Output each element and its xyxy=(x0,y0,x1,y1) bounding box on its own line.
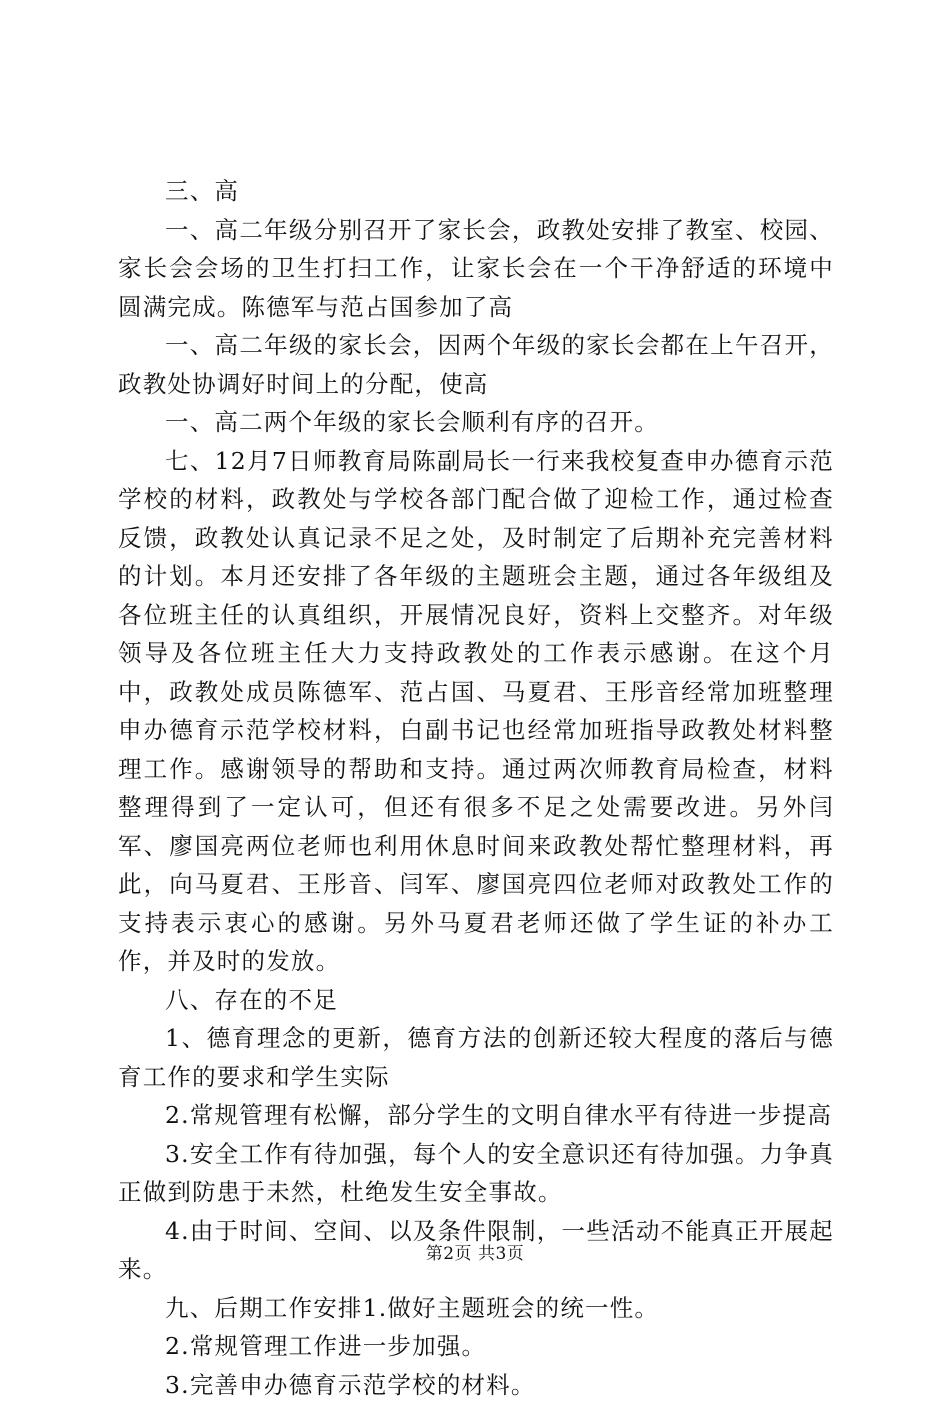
paragraph: 1、德育理念的更新，德育方法的创新还较大程度的落后与德育工作的要求和学生实际 xyxy=(118,1019,834,1096)
paragraph: 3.安全工作有待加强，每个人的安全意识还有待加强。力争真正做到防患于未然，杜绝发生安全事故。 xyxy=(118,1135,834,1212)
page-number-footer: 第2页 共3页 xyxy=(0,1243,950,1265)
paragraph: 一、高二年级的家长会，因两个年级的家长会都在上午召开，政教处协调好时间上的分配，使高 xyxy=(118,326,834,403)
paragraph: 2.常规管理工作进一步加强。 xyxy=(118,1327,834,1366)
paragraph: 九、后期工作安排1.做好主题班会的统一性。 xyxy=(118,1289,834,1328)
paragraph: 2.常规管理有松懈，部分学生的文明自律水平有待进一步提高 xyxy=(118,1096,834,1135)
paragraph: 八、存在的不足 xyxy=(118,981,834,1020)
document-body xyxy=(118,172,834,1404)
paragraph: 4.由于时间、空间、以及条件限制，一些活动不能真正开展起来。 xyxy=(118,1212,834,1289)
paragraph: 3.完善申办德育示范学校的材料。 xyxy=(118,1366,834,1404)
paragraph: 一、高二两个年级的家长会顺利有序的召开。 xyxy=(118,403,834,442)
paragraph: 三、高 xyxy=(118,172,834,211)
paragraph: 一、高二年级分别召开了家长会，政教处安排了教室、校园、家长会会场的卫生打扫工作，让家长会在一个干净舒适的环境中圆满完成。陈德军与范占国参加了高 xyxy=(118,211,834,327)
paragraph: 七、12月7日师教育局陈副局长一行来我校复查申办德育示范学校的材料，政教处与学校各部门配合做了迎检工作，通过检查反馈，政教处认真记录不足之处，及时制定了后期补充完善材料的计划。本月还安排了各年级的主题班会主题，通过各年级组及各位班主任的认真组织，开展情况良好，资料上交整齐。对年级领导及各位班主任大力支持政教处的工作表示感谢。在这个月中，政教处成员陈德军、范占国、马夏君、王彤音经常加班整理申办德育示范学校材料，白副书记也经常加班指导政教处材料整理工作。感谢领导的帮助和支持。通过两次师教育局检查，材料整理得到了一定认可，但还有很多不足之处需要改进。另外闫军、廖国亮两位老师也利用休息时间来政教处帮忙整理材料，再此，向马夏君、王彤音、闫军、廖国亮四位老师对政教处工作的支持表示衷心的感谢。另外马夏君老师还做了学生证的补办工作，并及时的发放。 xyxy=(118,442,834,981)
